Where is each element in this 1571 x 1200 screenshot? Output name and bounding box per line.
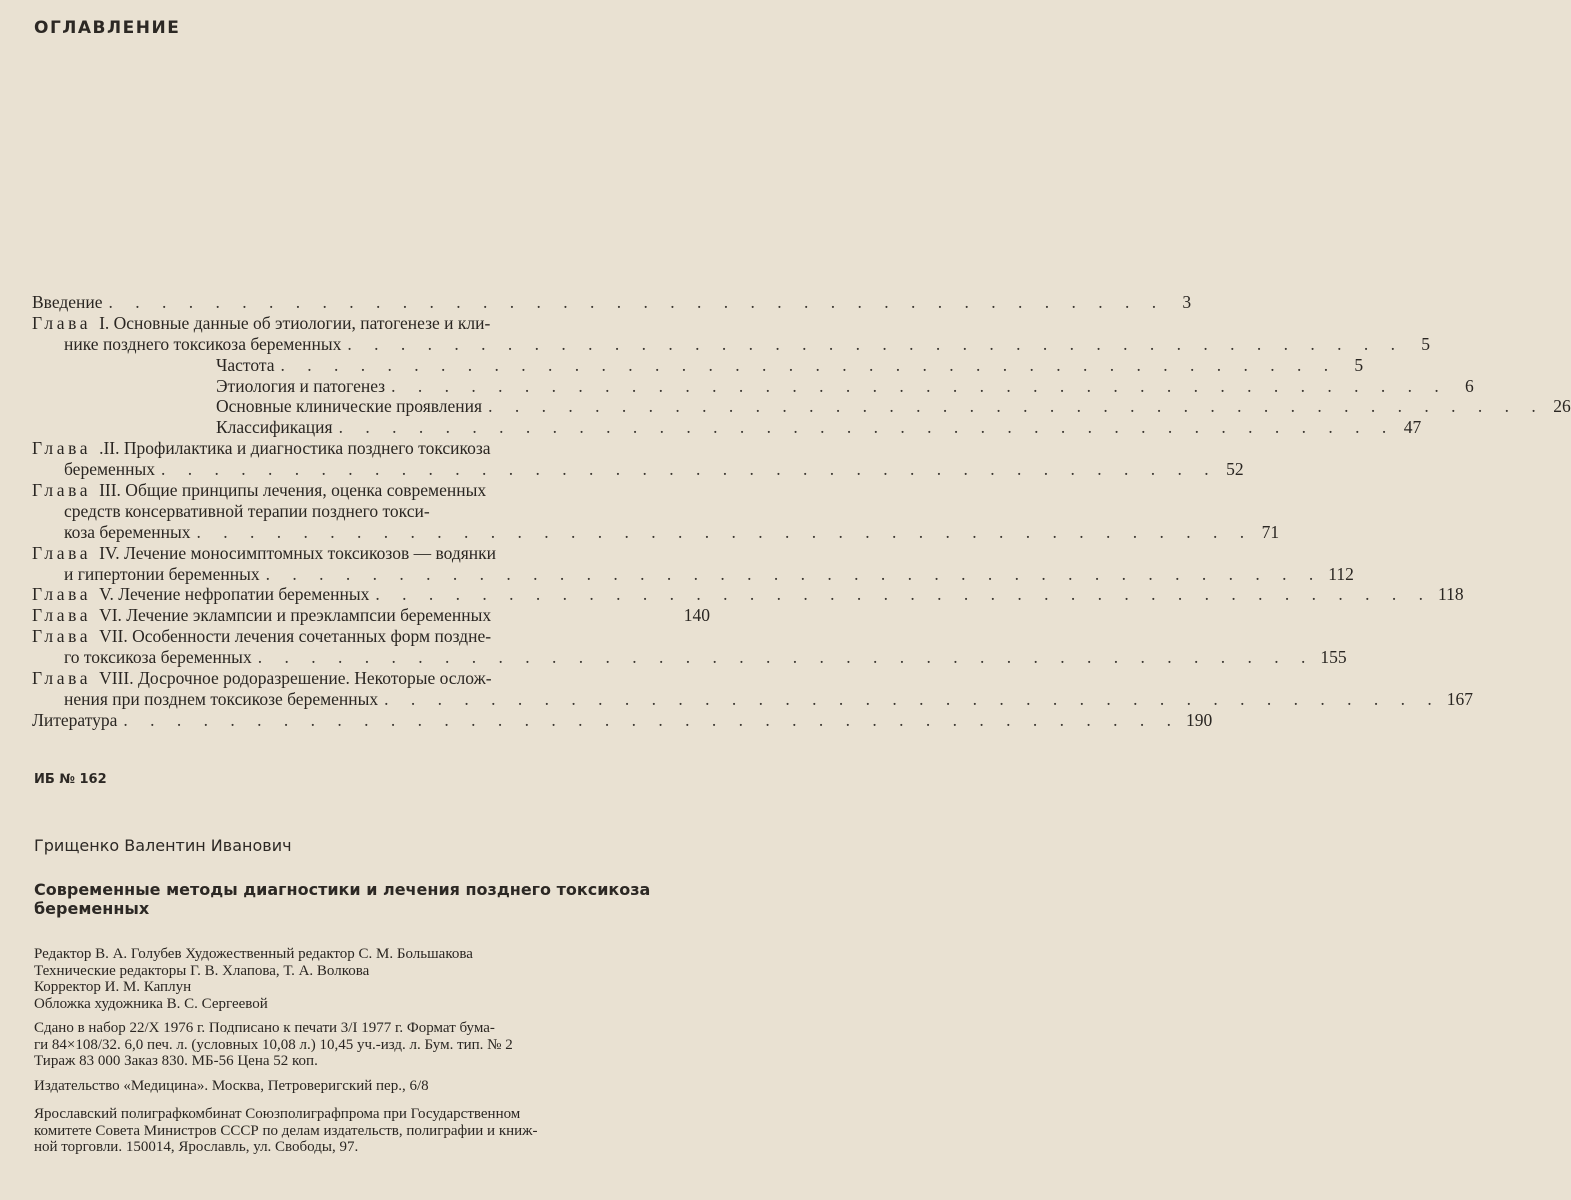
toc-entry xyxy=(32,543,710,564)
toc-page-number: 3 xyxy=(1182,292,1192,312)
toc-heading: ОГЛАВЛЕНИЕ xyxy=(34,18,181,38)
toc-entry xyxy=(32,313,710,334)
toc-entry xyxy=(32,438,710,459)
credits-block xyxy=(34,946,714,1012)
toc-page-number: 71 xyxy=(1261,521,1280,542)
toc-entry-label: Введение xyxy=(32,292,103,312)
printer-line: комитете Совета Министров СССР по делам издательств, полиграфии и книж- xyxy=(34,1122,538,1139)
print-info-line: Тираж 83 000 Заказ 830. МБ-56 Цена 52 коп. xyxy=(34,1053,318,1069)
toc-entry xyxy=(32,605,710,626)
toc-leader-dots: . . . . . . . . . . . . . . . . . . . . . . . . . . . . . . . . . . . . . . . . xyxy=(123,709,1181,730)
publisher-line: Издательство «Медицина». Москва, Петроверигский пер., 6/8 xyxy=(34,1078,429,1094)
toc-entry xyxy=(32,292,1192,313)
print-info-line: ги 84×108/32. 6,0 печ. л. (условных 10,08 л.) 10,45 уч.-изд. л. Бум. тип. № 2 xyxy=(34,1036,513,1053)
toc-entry-label xyxy=(32,313,490,334)
print-info-block xyxy=(34,1020,714,1070)
toc-entry-label: нике позднего токсикоза беременных xyxy=(64,333,342,354)
toc-chapter-title: VIII. Досрочное родоразрешение. Некоторые ослож- xyxy=(99,668,492,689)
toc-leader-dots: . . . . . . . . . . . . . . . . . . . . . . . . . . . . . . . . . . . . . . . . xyxy=(347,333,1405,354)
toc-entry xyxy=(32,501,710,522)
printer-line: Ярославский полиграфкомбинат Союзполиграфпрома при Государственном xyxy=(34,1106,521,1122)
credits-line: Технические редакторы Г. В. Хлапова, Т. А. Волкова xyxy=(34,962,370,979)
toc-entry xyxy=(32,647,1347,668)
toc-page-number: 190 xyxy=(1186,709,1213,730)
toc-page-number: 112 xyxy=(1328,563,1354,584)
toc-entry xyxy=(32,688,1474,710)
toc-entry-label: Классификация xyxy=(216,417,333,438)
toc-chapter-word: Глава xyxy=(32,626,100,647)
toc-entry-label: Частота xyxy=(216,354,275,375)
toc-leader-dots: . . . . . . . . . . . . . . . . . . . . . . . . . . . . . . . . . . . . . . . . xyxy=(338,417,1396,438)
toc-page-number: 6 xyxy=(1464,375,1474,396)
author-name: Грищенко Валентин Иванович xyxy=(34,836,292,855)
toc-page-number: 118 xyxy=(1438,584,1464,605)
toc-page-number: 52 xyxy=(1226,459,1244,480)
toc-chapter-title: III. Общие принципы лечения, оценка современных xyxy=(99,480,487,501)
ib-number: ИБ № 162 xyxy=(34,772,107,787)
printer-block xyxy=(34,1106,714,1156)
toc-page-number: 5 xyxy=(1421,333,1431,354)
toc-entry-label xyxy=(32,668,492,689)
toc-leader-dots: . . . . . . . . . . . . . . . . . . . . . . . . . . . . . . . . . . . . . . . . xyxy=(257,647,1315,668)
toc-chapter-title: V. Лечение нефропатии беременных xyxy=(99,584,370,605)
toc-leader-dots: . . . . . . . . . . . . . . . . . . . . . . . . . . . . . . . . . . . . . . . . xyxy=(280,354,1338,375)
toc-entry-label: го токсикоза беременных xyxy=(64,647,252,668)
toc-entry xyxy=(32,480,710,501)
credits-line: Обложка художника В. С. Сергеевой xyxy=(34,995,268,1012)
toc-entry-label xyxy=(32,626,491,647)
toc-entry-label: нения при позднем токсикозе беременных xyxy=(64,688,379,709)
toc-page-number: 167 xyxy=(1446,688,1474,709)
toc-entry xyxy=(32,521,1280,543)
toc-leader-dots: . . . . . . . . . . . . . . . . . . . . . . . . . . . . . . . . . . . . . . . . xyxy=(161,459,1218,480)
toc-entry xyxy=(32,354,1364,376)
toc-leader-dots: . . . . . . . . . . . . . . . . . . . . . . . . . . . . . . . . . . . . . . . . xyxy=(265,563,1323,584)
toc-leader-dots: . . . . . . . . . . . . . . . . . . . . . . . . . . . . . . . . . . . . . . . . xyxy=(375,584,1433,605)
toc-entry xyxy=(32,584,1464,605)
toc-page-number: 5 xyxy=(1354,354,1364,375)
toc-entry-label: Литература xyxy=(32,709,118,730)
toc-leader-dots: . . . . . . . . . . . . . . . . . . . . . . . . . . . . . . . . . . . . . . . . xyxy=(384,688,1441,709)
toc-chapter-word: Глава xyxy=(32,584,100,605)
toc-leader-dots: . . . . . . . . . . . . . . . . . . . . . . . . . . . . . . . . . . . . . . . . xyxy=(196,521,1254,542)
book-title: Современные методы диагностики и лечения позднего токсикоза беременных xyxy=(34,880,651,918)
toc-entry-label: средств консервативной терапии позднего токси- xyxy=(64,500,430,521)
toc-entry xyxy=(32,668,710,689)
toc-entry xyxy=(32,709,1213,731)
toc-chapter-word: Глава xyxy=(32,438,100,459)
credits-line: Корректор И. М. Каплун xyxy=(34,979,192,995)
toc-entry-label xyxy=(32,438,491,459)
printer-line: ной торговли. 150014, Ярославль, ул. Свободы, 97. xyxy=(34,1139,359,1156)
toc-leader-dots: . . . . . . . . . . . . . . . . . . . . . . . . . . . . . . . . . . . . . . . . xyxy=(391,375,1448,396)
toc-entry xyxy=(32,563,1354,585)
toc-chapter-title: IV. Лечение моносимптомных токсикозов — водянки xyxy=(99,542,497,563)
toc-entry-label: Основные клинические проявления xyxy=(216,396,483,417)
toc-chapter-word: Глава xyxy=(32,668,100,689)
toc-entry xyxy=(32,626,710,647)
credits-line: Редактор В. А. Голубев Художественный редактор С. М. Большакова xyxy=(34,946,473,962)
toc-page-number: 140 xyxy=(683,605,710,626)
toc-entry xyxy=(32,417,1422,438)
toc-leader-dots: . . . . . . . . . . . . . . . . . . . . . . . . . . . . . . . . . . . . . . . . xyxy=(488,396,1545,417)
toc-entry xyxy=(32,375,1474,397)
toc-entry-label: и гипертонии беременных xyxy=(64,563,260,584)
toc-chapter-word: Глава xyxy=(32,542,100,563)
table-of-contents xyxy=(32,292,1571,731)
toc-entry-label xyxy=(32,543,496,564)
toc-entry-label xyxy=(32,584,369,605)
toc-chapter-title: VII. Особенности лечения сочетанных форм поздне- xyxy=(99,626,492,647)
toc-entry xyxy=(32,396,1571,417)
toc-entry-label: Этиология и патогенез xyxy=(216,375,386,396)
toc-entry xyxy=(32,459,1244,480)
toc-chapter-word: Глава xyxy=(32,312,100,333)
toc-chapter-title: VI. Лечение эклампсии и преэклампсии беременных xyxy=(99,605,492,626)
toc-chapter-word: Глава xyxy=(32,605,100,626)
toc-page-number: 26 xyxy=(1553,396,1571,417)
toc-entry-label xyxy=(32,605,491,626)
toc-chapter-title: .II. Профилактика и диагностика позднего токсикоза xyxy=(99,438,491,459)
toc-chapter-title: I. Основные данные об этиологии, патогенезе и кли- xyxy=(99,312,491,333)
toc-chapter-word: Глава xyxy=(32,480,100,501)
toc-entry-label: беременных xyxy=(64,459,156,480)
toc-entry-label xyxy=(32,480,486,501)
print-info-line: Сдано в набор 22/X 1976 г. Подписано к печати 3/I 1977 г. Формат бума- xyxy=(34,1020,495,1036)
toc-leader-dots: . . . . . . . . . . . . . . . . . . . . . . . . . . . . . . . . . . . . . . . . xyxy=(108,292,1166,312)
toc-page-number: 155 xyxy=(1320,647,1347,668)
toc-entry-label: коза беременных xyxy=(64,521,191,542)
toc-entry xyxy=(32,333,1431,355)
toc-page-number: 47 xyxy=(1403,417,1422,438)
